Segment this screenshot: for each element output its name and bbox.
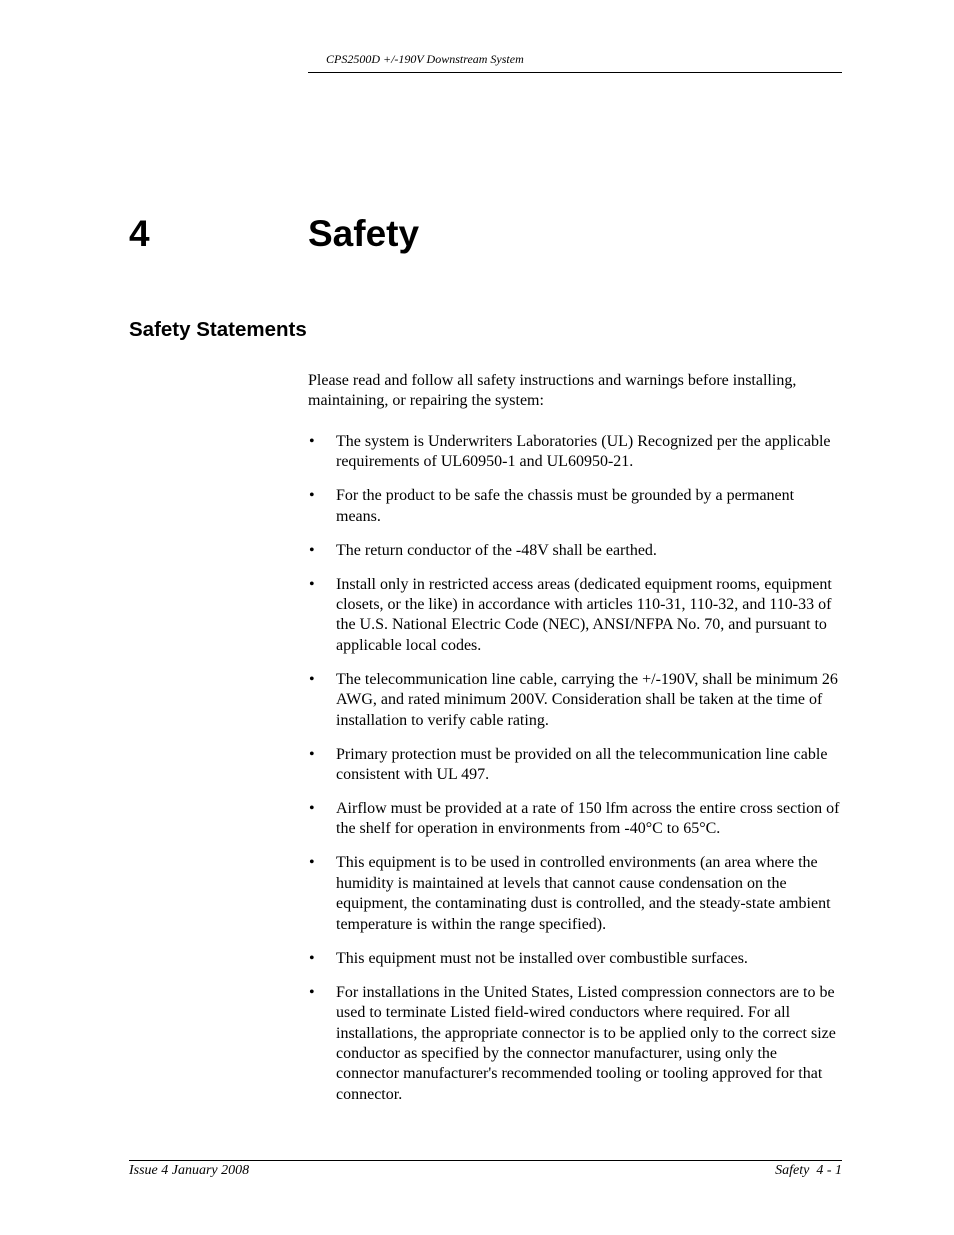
list-item xyxy=(308,949,842,969)
list-item xyxy=(308,575,842,657)
footer-rule xyxy=(129,1160,842,1161)
footer-page-number: Safety 4 - 1 xyxy=(775,1163,842,1178)
list-item-text: The return conductor of the -48V shall be earthed. xyxy=(336,541,657,559)
footer-issue-date: Issue 4 January 2008 xyxy=(129,1163,250,1178)
list-item xyxy=(308,799,842,840)
bullet-icon: • xyxy=(309,949,315,967)
section-heading: Safety Statements xyxy=(129,318,307,341)
list-item xyxy=(308,432,842,473)
list-item-text: For the product to be safe the chassis must be grounded by a permanent means. xyxy=(336,487,795,525)
bullet-icon: • xyxy=(309,541,315,559)
bullet-icon: • xyxy=(309,487,315,505)
chapter-number: 4 xyxy=(129,213,150,254)
section-body xyxy=(308,371,842,1119)
list-item-text: Install only in restricted access areas (dedicated equipment rooms, equipment closets, or the like) in accordance with articles 110-31, 110-32, and 110-33 of the U.S. National Electric Code (NEC), ANSI/NFPA No. 70, and pursuant to applicable local codes. xyxy=(336,575,832,654)
intro-paragraph: Please read and follow all safety instructions and warnings before installing, maintaining, or repairing the system: xyxy=(308,372,797,410)
bullet-icon: • xyxy=(309,983,315,1001)
list-item-text: Airflow must be provided at a rate of 150 lfm across the entire cross section of the shelf for operation in environments from -40°C to 65°C. xyxy=(336,800,840,838)
list-item xyxy=(308,670,842,731)
list-item-text: For installations in the United States, Listed compression connectors are to be used to terminate Listed field-wired conductors where required. For all installations, the appropriate connector is to be applied only to the correct size conductor as specified by the connector manufacturer, using only the connector manufacturer's recommended tooling or tooling approved for that connector. xyxy=(336,983,836,1103)
list-item-text: Primary protection must be provided on all the telecommunication line cable consistent with UL 497. xyxy=(336,745,828,784)
bullet-icon: • xyxy=(309,670,315,688)
list-item-text: This equipment must not be installed over combustible surfaces. xyxy=(336,949,748,967)
chapter-title: Safety xyxy=(308,213,420,254)
header-rule xyxy=(308,72,842,73)
bullet-icon: • xyxy=(309,575,315,593)
bullet-icon: • xyxy=(309,800,315,818)
list-item-text: The telecommunication line cable, carrying the +/-190V, shall be minimum 26 AWG, and rated minimum 200V. Consideration shall be taken at the time of installation to verify cable rating. xyxy=(336,670,838,729)
list-item-text: This equipment is to be used in controlled environments (an area where the humidity is maintained at levels that cannot cause condensation on the equipment, the contaminating dust is controlled, and the steady-state ambient temperature is within the range specified). xyxy=(336,854,831,933)
running-header: CPS2500D +/-190V Downstream System xyxy=(326,52,524,66)
list-item xyxy=(308,853,842,935)
list-item xyxy=(308,541,842,561)
list-item xyxy=(308,486,842,527)
bullet-icon: • xyxy=(309,432,315,450)
bullet-icon: • xyxy=(309,854,315,872)
list-item-text: The system is Underwriters Laboratories (UL) Recognized per the applicable requirements of UL60950-1 and UL60950-21. xyxy=(336,432,831,471)
bullet-icon: • xyxy=(309,745,315,763)
safety-statement-list xyxy=(308,432,842,1105)
list-item xyxy=(308,983,842,1105)
list-item xyxy=(308,745,842,786)
